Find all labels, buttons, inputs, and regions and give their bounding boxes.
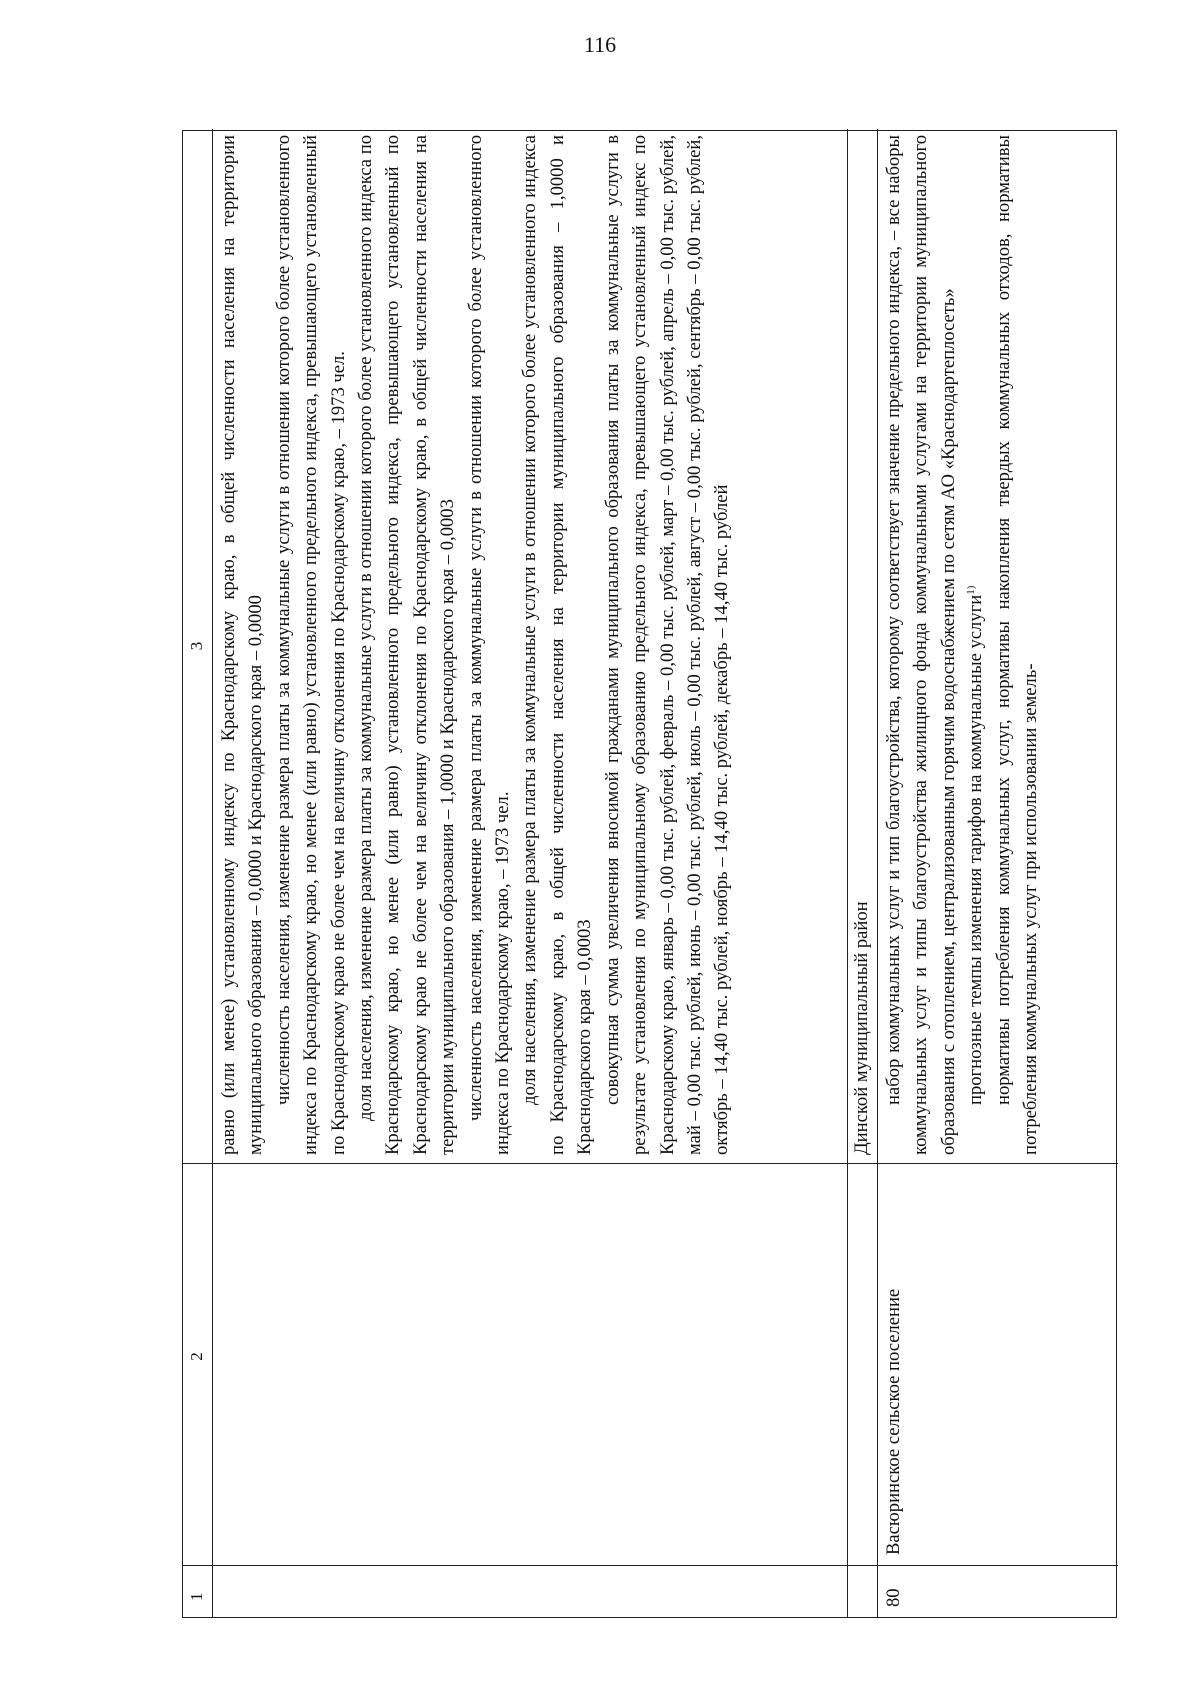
table-row-district bbox=[848, 129, 878, 1617]
header-col-3: 3 bbox=[187, 641, 206, 651]
paragraph: равно (или менее) установленному индексу по Краснодарскому краю, в общей численности населения на территории муниципального образования – 0,0000 и Краснодарского края – 0,0000 bbox=[218, 135, 267, 1155]
page-number: 116 bbox=[583, 32, 617, 57]
cell-number-empty bbox=[848, 1565, 877, 1617]
table-row-entry-80 bbox=[878, 129, 1118, 1617]
table-header-row bbox=[183, 129, 213, 1617]
cell-settlement-empty bbox=[213, 1163, 847, 1565]
paragraph: доля населения, изменение размера платы за коммунальные услуги в отношении которого более установленного индекса по Краснодарскому краю, но менее (или равно) установленного предельного индекса, превышающего установленный по Краснодарскому краю не более чем на величину отклонения по Краснодарскому краю, в общей численности населения на территории муниципального образования – 1,0000 и Краснодарского края – 0,0003 bbox=[355, 135, 459, 1155]
settlement-name: Васюринское сельское поселение bbox=[878, 1163, 1118, 1565]
row-number: 80 bbox=[878, 1565, 1118, 1617]
tariff-table bbox=[182, 130, 1117, 1618]
cell-number-empty bbox=[213, 1565, 847, 1617]
district-title: Динской муниципальный район bbox=[851, 901, 872, 1155]
cell-indicator-text bbox=[213, 129, 847, 1163]
header-col-2: 2 bbox=[183, 1163, 212, 1565]
cell-settlement-empty bbox=[848, 1163, 877, 1565]
paragraph: совокупная сумма увеличения вносимой гражданами муниципального образования платы за коммунальные услуги в результате установления по муниципальному образованию предельного индекса, превышающего установленный индекс по Краснодарскому краю, январь – 0,00 тыс. рублей, февраль – 0,00 тыс. рублей, март – 0,00 тыс. рублей, апрель – 0,00 тыс. рублей, май – 0,00 тыс. рублей, июнь – 0,00 тыс. рублей, июль – 0,00 тыс. рублей, август – 0,00 тыс. рублей, сентябрь – 0,00 тыс. рублей, октябрь – 14,40 тыс. рублей, ноябрь – 14,40 тыс. рублей, декабрь – 14,40 тыс. рублей bbox=[601, 135, 733, 1155]
cell-indicator-text bbox=[878, 129, 1118, 1163]
footnote-mark: 1) bbox=[965, 585, 978, 595]
paragraph: доля населения, изменение размера платы за коммунальные услуги в отношении которого более установленного индекса по Краснодарскому краю, в общей численности населения на территории муниципального образования – 1,0000 и Краснодарского края – 0,0003 bbox=[519, 135, 596, 1155]
rotated-table-sheet bbox=[182, 130, 1117, 1618]
table-row-continuation bbox=[213, 129, 848, 1617]
paragraph: нормативы потребления коммунальных услуг, нормативы накопления твердых коммунальных отходов, нормативы потребления коммунальных услуг при использовании земель- bbox=[992, 135, 1042, 1155]
header-col-1: 1 bbox=[183, 1565, 212, 1617]
paragraph: набор коммунальных услуг и тип благоустройства, которому соответствует значение предельного индекса, – все наборы коммунальных услуг и типы благоустройства жилищного фонда коммунальными услугами на территории муниципального образования с отоплением, централизованным горячим водоснабжением по сетям АО «Краснодартеплосеть» bbox=[883, 135, 959, 1155]
paragraph: численность населения, изменение размера платы за коммунальные услуги в отношении которого более установленного индекса по Краснодарскому краю, – 1973 чел. bbox=[464, 135, 514, 1155]
paragraph: прогнозные темпы изменения тарифов на коммунальные услуги bbox=[965, 594, 987, 1105]
paragraph: численность населения, изменение размера платы за коммунальные услуги в отношении которого более установленного индекса по Краснодарскому краю, но менее (или равно) установленного предельного индекса, превышающего установленный по Краснодарскому краю не более чем на величину отклонения по Краснодарскому краю, – 1973 чел. bbox=[272, 135, 349, 1155]
